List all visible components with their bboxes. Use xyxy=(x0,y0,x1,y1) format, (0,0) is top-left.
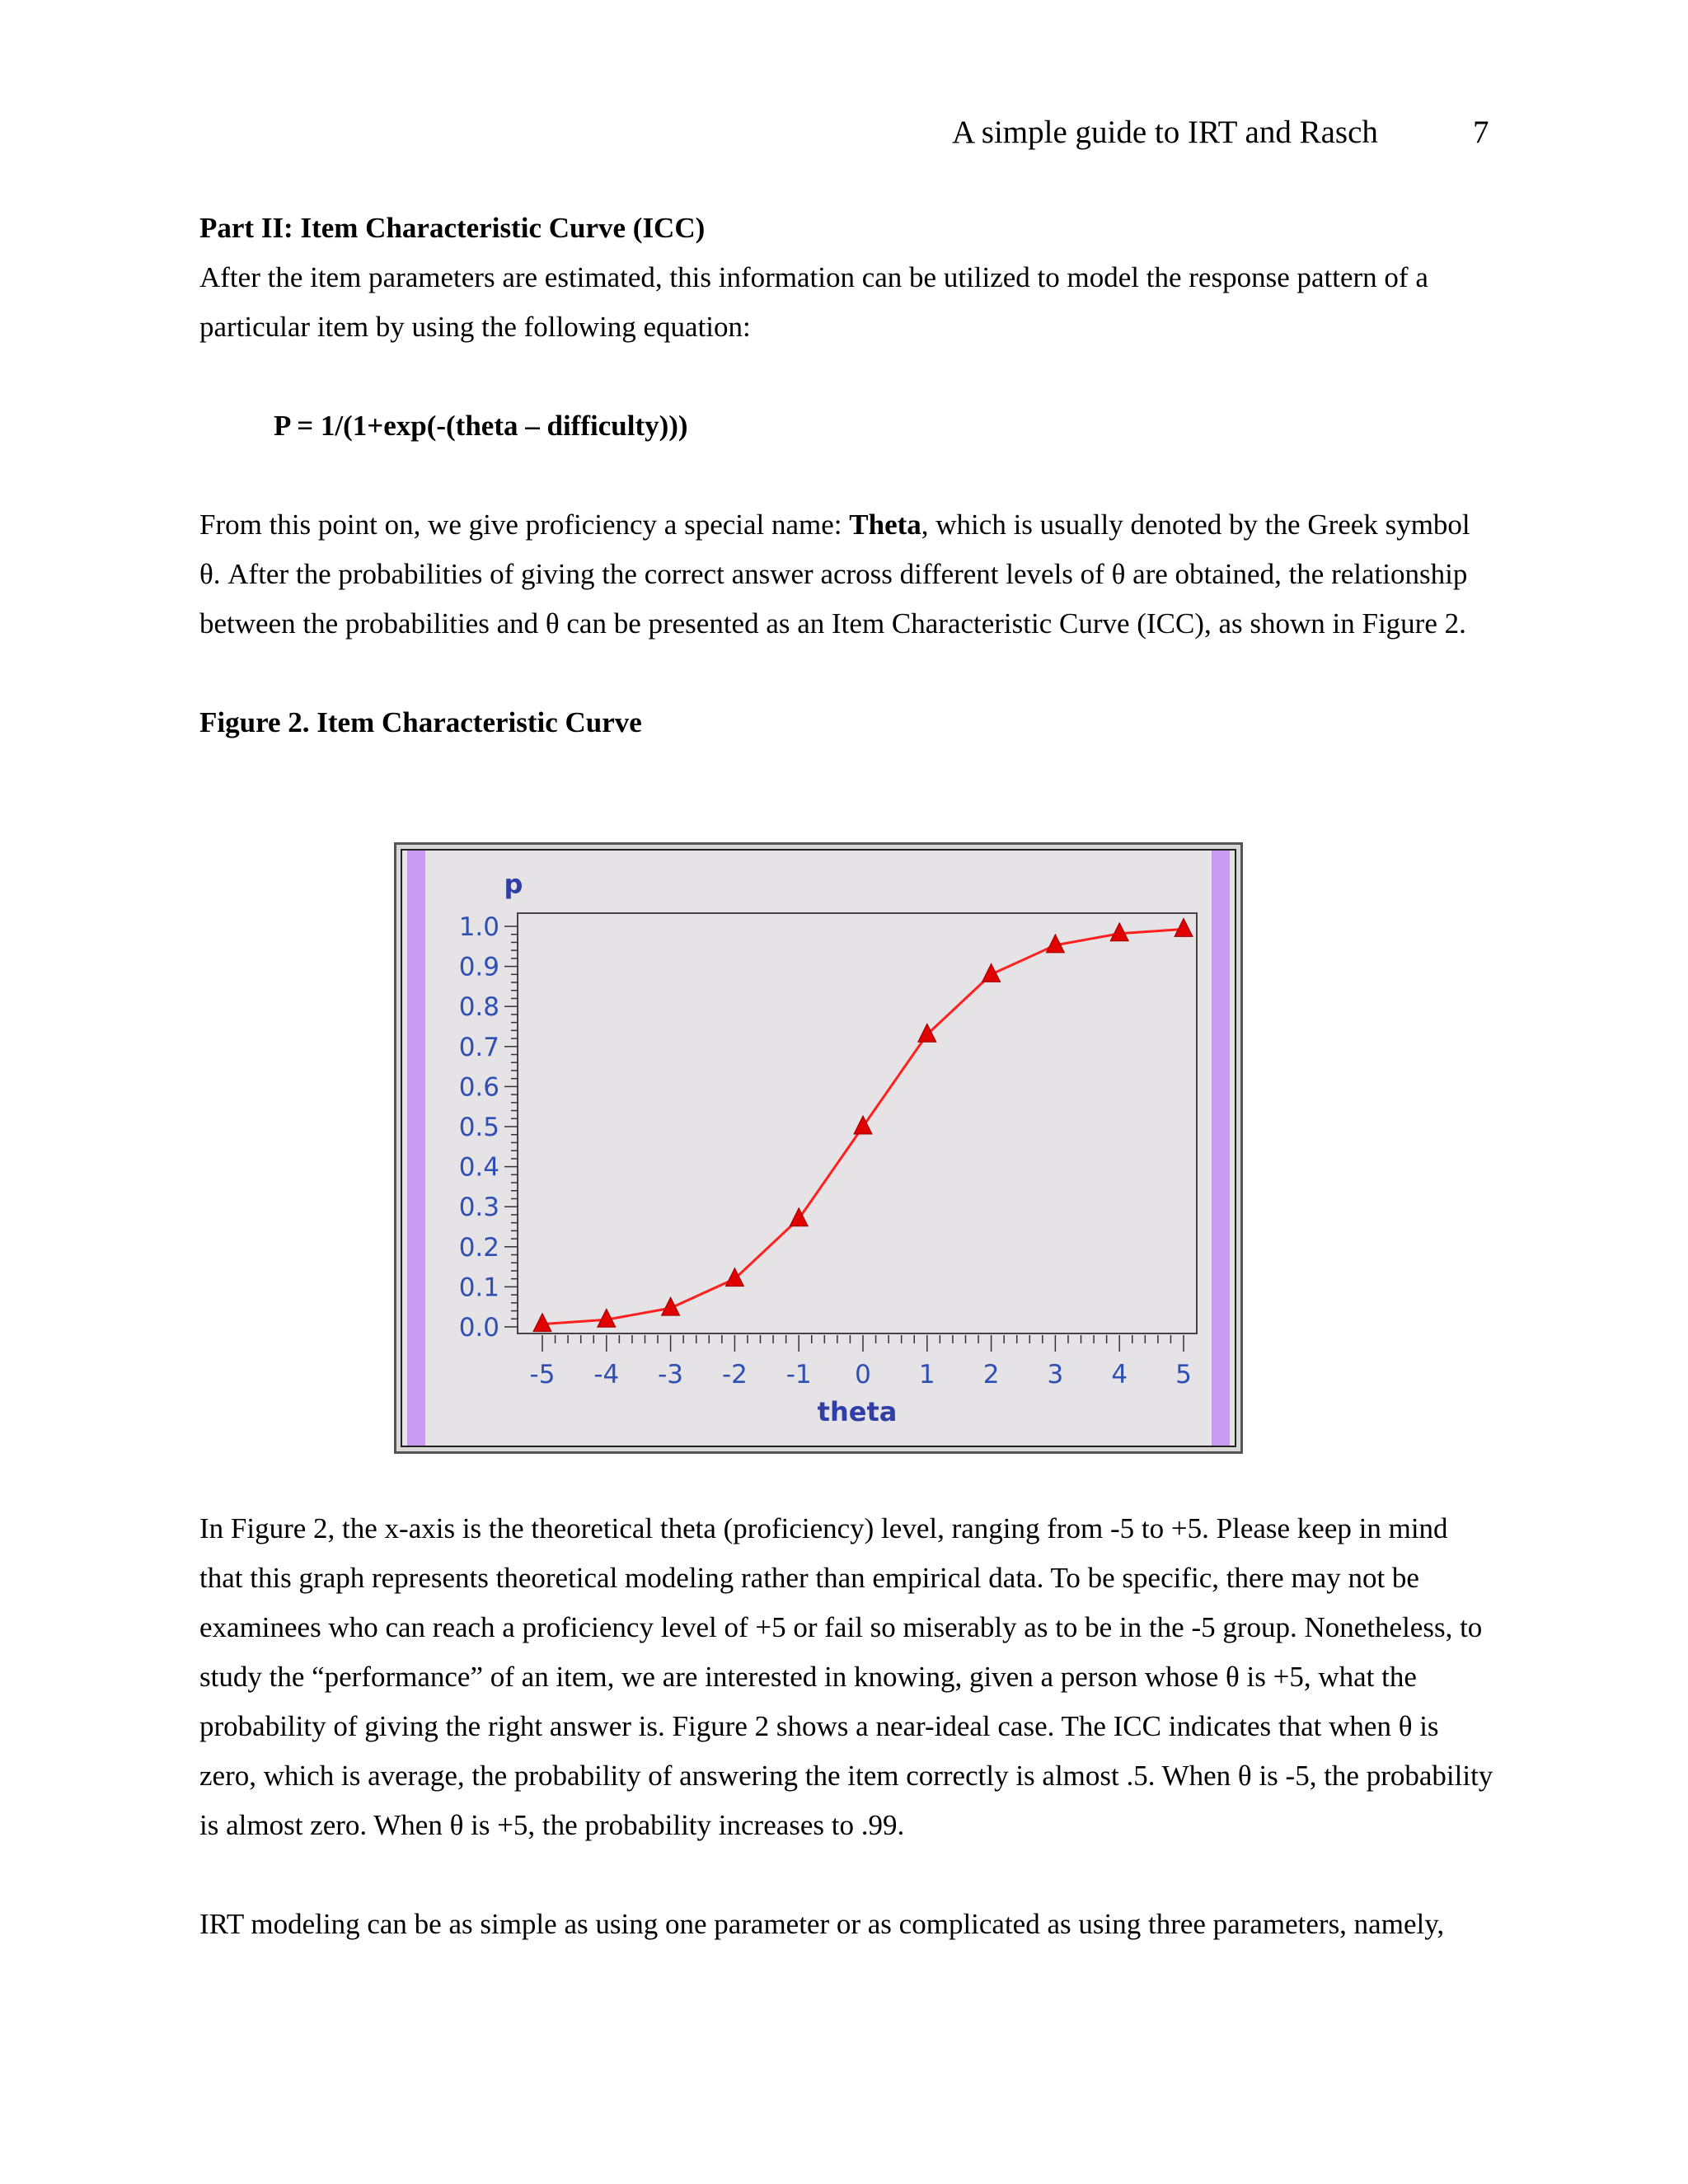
plot-area xyxy=(518,913,1197,1333)
y-tick-label: 0.0 xyxy=(458,1313,499,1343)
x-tick-label: 3 xyxy=(1047,1360,1064,1390)
interpretation-paragraph: In Figure 2, the x-axis is the theoretical theta (proficiency) level, ranging from -5 to +5. Please keep in mind that this graph represents theoretical modeling rather than empirical data. To be specific, there may not be examinees who can reach a proficiency level of +5 or fail so miserably as to be in the -5 group. Nonetheless, to study the “performance” of an item, we are interested in knowing, given a person whose θ is +5, what the probability of giving the right answer is. Figure 2 shows a near-ideal case. The ICC indicates that when θ is zero, which is average, the probability of answering the item correctly is almost .5. When θ is -5, the probability is almost zero. When θ is +5, the probability increases to .99. xyxy=(199,1512,1493,1841)
y-tick-label: 0.5 xyxy=(458,1113,499,1142)
y-tick-label: 0.9 xyxy=(458,952,499,982)
x-tick-label: -2 xyxy=(721,1360,748,1390)
y-tick-label: 0.2 xyxy=(458,1232,499,1263)
x-tick-label: 0 xyxy=(855,1360,871,1390)
y-tick-label: 0.8 xyxy=(458,992,499,1023)
x-tick-label: -3 xyxy=(658,1360,684,1390)
page-number: 7 xyxy=(1473,115,1489,150)
x-tick-label: 2 xyxy=(982,1360,1000,1390)
page-body xyxy=(199,204,1493,748)
page-body-lower xyxy=(199,1504,1493,1949)
section-title: Part II: Item Characteristic Curve (ICC) xyxy=(199,212,706,244)
y-tick-label: 1.0 xyxy=(458,912,499,942)
x-tick-label: 1 xyxy=(918,1360,935,1390)
icc-equation: P = 1/(1+exp(-(theta – difficulty))) xyxy=(274,410,688,442)
theta-term: Theta xyxy=(849,509,921,541)
y-axis-title: p xyxy=(504,869,523,900)
y-tick-label: 0.3 xyxy=(458,1193,499,1223)
icc-figure xyxy=(394,842,1243,1454)
intro-paragraph: After the item parameters are estimated, this information can be utilized to model the response pattern of a particular item by using the following equation: xyxy=(199,261,1428,343)
y-tick-label: 0.1 xyxy=(458,1272,499,1303)
icc-figure-panel xyxy=(401,849,1236,1447)
theta-paragraph-start: From this point on, we give proficiency a special name: xyxy=(199,509,850,541)
theta-paragraph xyxy=(199,500,1493,649)
x-tick-label: -5 xyxy=(529,1360,556,1390)
y-tick-label: 0.6 xyxy=(458,1072,499,1103)
theta-paragraph-end: , which is usually denoted by the Greek symbol θ. After the probabilities of giving the correct answer across different levels of θ are obtained, the relationship between the probabilities and θ can be presented as an Item Characteristic Curve (ICC), as shown in Figure 2. xyxy=(199,509,1470,640)
running-header xyxy=(952,114,1489,151)
closing-paragraph: IRT modeling can be as simple as using one parameter or as complicated as using three parameters, namely, xyxy=(199,1908,1445,1940)
running-title: A simple guide to IRT and Rasch xyxy=(952,115,1378,150)
icc-chart xyxy=(402,851,1238,1449)
x-tick-label: -1 xyxy=(785,1360,812,1390)
x-axis-title: theta xyxy=(817,1396,898,1427)
x-tick-label: 5 xyxy=(1175,1360,1192,1390)
figure-caption: Figure 2. Item Characteristic Curve xyxy=(199,706,642,738)
y-tick-label: 0.4 xyxy=(458,1152,499,1183)
x-tick-label: -4 xyxy=(593,1360,620,1390)
y-tick-label: 0.7 xyxy=(458,1032,499,1062)
x-tick-label: 4 xyxy=(1111,1360,1128,1390)
